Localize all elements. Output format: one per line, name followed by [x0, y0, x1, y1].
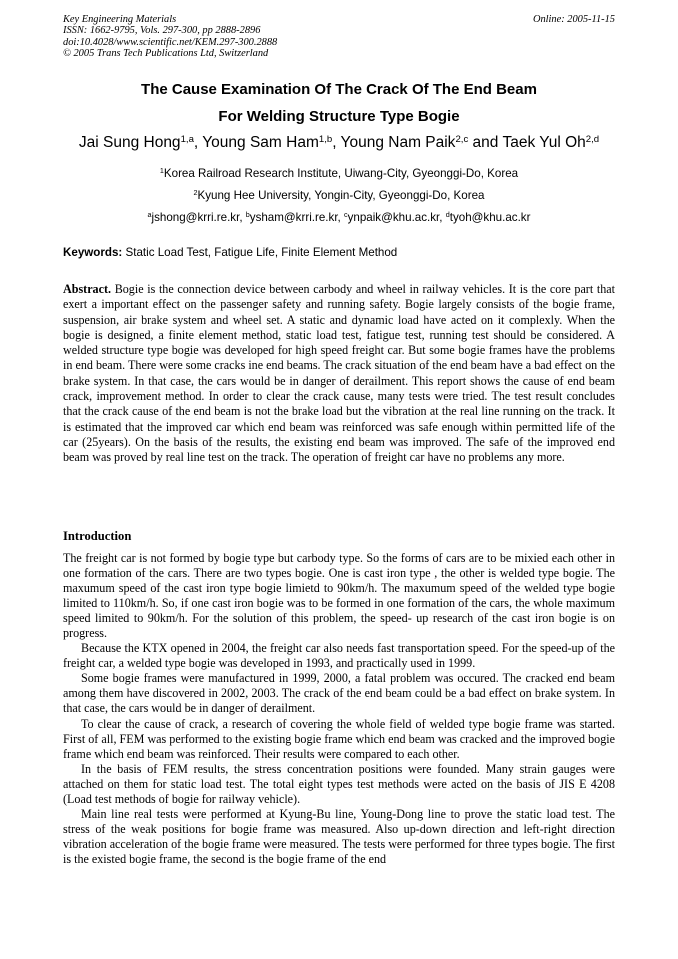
- author-name: Taek Yul Oh: [502, 134, 586, 151]
- email-address[interactable]: ynpaik@khu.ac.kr: [347, 211, 440, 224]
- affiliation-2: [40, 189, 638, 202]
- author-name: Jai Sung Hong: [78, 134, 181, 151]
- author-superscript: 1,a: [180, 133, 194, 145]
- email-separator: ,: [337, 211, 344, 224]
- email-superscript: c: [344, 210, 348, 220]
- doi-line: doi:10.4028/www.scientific.net/KEM.297-300.2888: [63, 36, 278, 48]
- author-superscript: 2,c: [455, 133, 469, 145]
- body-paragraph: In the basis of FEM results, the stress concentration positions were founded. Many strain gauges were attached on them for static load test. The total eight types test methods were acted on the basis of JIS E 4208 (Load test methods of bogie for railway vehicle).: [63, 761, 615, 806]
- paper-title-line-1: The Cause Examination Of The Crack Of The End Beam: [141, 81, 537, 98]
- abstract: [63, 282, 615, 466]
- abstract-label: Abstract.: [63, 282, 112, 296]
- email-superscript: d: [445, 210, 450, 220]
- copyright-line: © 2005 Trans Tech Publications Ltd, Switzerland: [63, 48, 269, 60]
- email-address[interactable]: ysham@krri.re.kr: [249, 211, 338, 224]
- keywords-text: Static Load Test, Fatigue Life, Finite Element Method: [125, 246, 398, 259]
- affiliation-text: Kyung Hee University, Yongin-City, Gyeonggi-Do, Korea: [197, 189, 485, 202]
- keywords: [63, 246, 615, 259]
- author-superscript: 1,b: [318, 133, 333, 145]
- body-paragraph: Some bogie frames were manufactured in 1999, 2000, a fatal problem was occured. The cracked end beam among them have discovered in 2002, 2003. The crack of the end beam could be a bad effect on brake system. In that case, the cars would be in danger of derailment.: [63, 671, 615, 716]
- email-address[interactable]: tyoh@khu.ac.kr: [449, 211, 531, 224]
- running-header: [63, 14, 615, 60]
- email-separator: ,: [439, 211, 446, 224]
- author-name: Young Sam Ham: [202, 134, 319, 151]
- affiliation-text: Korea Railroad Research Institute, Uiwang-City, Gyeonggi-Do, Korea: [163, 167, 519, 180]
- body-paragraph: Because the KTX opened in 2004, the freight car also needs fast transportation speed. For the speed-up of the freight car, a welded type bogie was developed in 1993, and practically used in 1999.: [63, 641, 615, 671]
- email-superscript: a: [147, 210, 152, 220]
- body-paragraph: To clear the cause of crack, a research of covering the whole field of welded type bogie frame was started. First of all, FEM was performed to the existing bogie frame which end beam was cracked and the improved bogie frame which end beam was reinforced. Their results were compared to each other.: [63, 716, 615, 761]
- author-separator: ,: [193, 134, 203, 151]
- email-superscript: b: [245, 210, 250, 220]
- body-paragraph: Main line real tests were performed at Kyung-Bu line, Young-Dong line to prove the static load test. The stress of the weak positions for bogie frame was measured. Also up-down direction and left-right direction vibration acceleration of the bogie frame were measured. The tests were performed for three types bogie. The first is the existed bogie frame, the second is the bogie frame of the end: [63, 806, 615, 866]
- author-name: Young Nam Paik: [340, 134, 456, 151]
- author-list: [40, 134, 638, 152]
- email-separator: ,: [239, 211, 246, 224]
- abstract-text: Bogie is the connection device between carbody and wheel in railway vehicles. It is the core part that exert a important effect on the passenger safety and running safety. Bogie largely consists of the bogie frame, suspension, air brake system and wheel set. A static and dynamic load have acted on it complexly. When the bogie is designed, a finite element method, static load test, fatigue test, running test should be considered. A welded structure type bogie was developed for high speed freight car. But some bogie frames have the problems in end beam. There were some cracks ine end beams. The crack situation of the end beam have a bad effect on the brake system. In that case, the cars would be in danger of derailment. This report shows the cause of end beam crack, improvement method. In order to clear the crack cause, many tests were tried. The test result concludes that the crack cause of the end beam is not the brake load but the vibration at the real line running on the track. It is estimated that the improved car which end beam was reinforced was safe enough within permitted life of the car (25years). On the basis of the results, the existing end beam was improved. The safe of the improved end beam was proved by real line test on the track. The operation of freight car have no problems any more.: [63, 282, 615, 465]
- online-date: Online: 2005-11-15: [532, 14, 615, 25]
- author-separator: and: [468, 134, 503, 151]
- introduction-body: [63, 551, 615, 867]
- issn-line: ISSN: 1662-9795, Vols. 297-300, pp 2888-2896: [63, 25, 261, 37]
- author-separator: ,: [332, 134, 341, 151]
- email-list: [40, 211, 638, 224]
- paper-title-line-2: For Welding Structure Type Bogie: [218, 108, 460, 125]
- affiliation-superscript: 2: [193, 188, 198, 198]
- journal-name: Key Engineering Materials: [63, 14, 177, 25]
- author-superscript: 2,d: [585, 133, 600, 145]
- body-paragraph: The freight car is not formed by bogie type but carbody type. So the forms of cars are to be mixied each other in one formation of the cars. There are two types bogie. One is cast iron type , the other is welded type bogie. The maxumum speed of the cast iron type bogie limietd to 90km/h. The maxumum speed of the welded type bogie limited to 110km/h. So, if one cast iron bogie was to be formed in one formation of the cars, the whole maximum speed limited to 90km/h. For the solution of this problem, the speed- up research of the cast iron bogie is on progress.: [63, 551, 615, 641]
- keywords-label: Keywords:: [63, 246, 123, 259]
- affiliation-superscript: 1: [159, 166, 164, 176]
- section-heading-introduction: Introduction: [63, 529, 132, 543]
- affiliation-1: [40, 167, 638, 180]
- email-address[interactable]: jshong@krri.re.kr: [151, 211, 240, 224]
